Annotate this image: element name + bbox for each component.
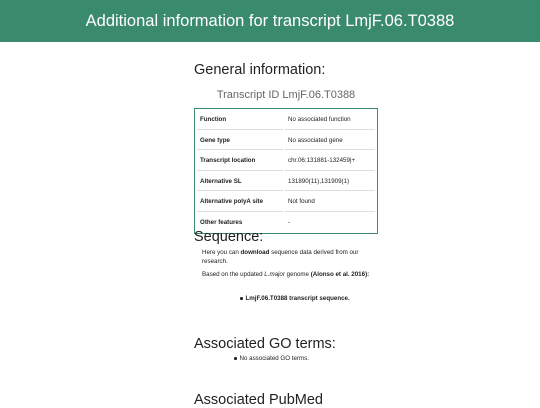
sequence-heading: Sequence: <box>194 229 264 245</box>
list-item[interactable] <box>240 295 350 302</box>
bullet-icon <box>234 357 237 360</box>
go-terms-value: No associated GO terms. <box>239 355 309 362</box>
bullet-icon <box>240 297 243 300</box>
list-item <box>234 355 309 362</box>
table-row <box>197 193 375 212</box>
transcript-sequence-link[interactable]: LmjF.06.T0388 transcript sequence. <box>245 295 350 302</box>
row-key: Transcript location <box>197 152 283 171</box>
sequence-genome-text: Based on the updated L.major genome (Alonso et al. 2016): <box>202 271 370 278</box>
download-link[interactable]: download <box>240 249 270 256</box>
row-value: No associated gene <box>285 132 375 151</box>
table-row <box>197 111 375 130</box>
row-key: Gene type <box>197 132 283 151</box>
page-title: Additional information for transcript LmjF.06.T0388 <box>85 11 455 30</box>
table-row <box>197 173 375 192</box>
row-key: Alternative SL <box>197 173 283 192</box>
transcript-id: Transcript ID LmjF.06.T0388 <box>216 89 356 101</box>
row-key: Alternative polyA site <box>197 193 283 212</box>
table-row <box>197 132 375 151</box>
row-value: 131890(11),131909(1) <box>285 173 375 192</box>
general-information-table <box>194 108 378 234</box>
general-information-heading: General information: <box>194 62 326 78</box>
row-value: No associated function <box>285 111 375 130</box>
row-value: Not found <box>285 193 375 212</box>
row-key: Function <box>197 111 283 130</box>
table-row <box>197 152 375 171</box>
row-key: Other features <box>200 218 243 226</box>
pubmed-heading: Associated PubMed <box>194 392 323 408</box>
row-value: - <box>288 218 291 226</box>
sequence-download-text: Here you can download sequence data derived from our research. <box>202 249 359 265</box>
row-value: chr.06:131881-132459|+ <box>285 152 375 171</box>
go-terms-heading: Associated GO terms: <box>194 336 336 352</box>
page-header <box>0 0 540 42</box>
